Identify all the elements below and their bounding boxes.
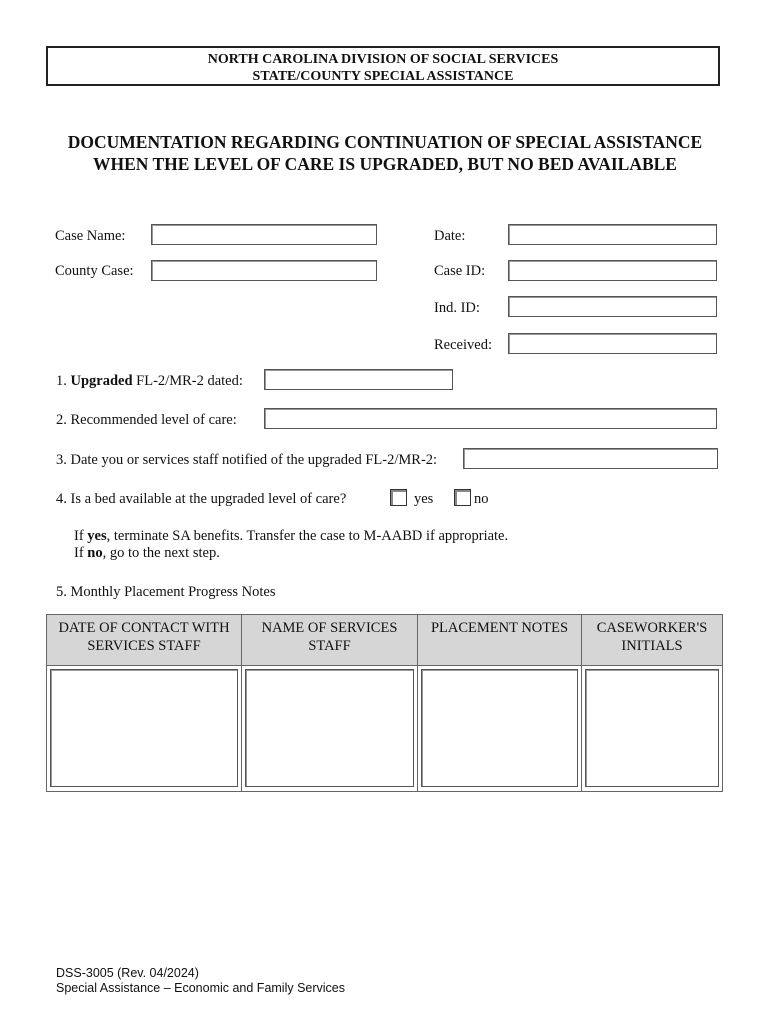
- date-field[interactable]: [508, 224, 717, 245]
- form-footer: [56, 966, 345, 996]
- question-5: [56, 583, 276, 601]
- caseworker-initials-input[interactable]: [585, 669, 719, 787]
- ind-id-field[interactable]: [508, 296, 717, 317]
- instruction-yes-if: If: [74, 528, 84, 544]
- name-of-staff-cell: [242, 666, 418, 792]
- question-4-text: Is a bed available at the upgraded level of care?: [70, 491, 347, 507]
- received-label: Received:: [434, 337, 492, 353]
- agency-header: [46, 46, 720, 86]
- program-name: STATE/COUNTY SPECIAL ASSISTANCE: [252, 69, 514, 84]
- form-title: [20, 131, 750, 175]
- bed-available-no-checkbox[interactable]: [454, 489, 471, 506]
- recommended-level-field[interactable]: [264, 408, 717, 429]
- county-case-field[interactable]: [151, 260, 377, 281]
- agency-name: NORTH CAROLINA DIVISION OF SOCIAL SERVICES: [207, 52, 559, 67]
- instruction-yes: [74, 527, 508, 545]
- no-label: no: [474, 491, 489, 507]
- placement-notes-cell: [418, 666, 582, 792]
- date-of-contact-cell: [47, 666, 242, 792]
- question-1-text: FL-2/MR-2 dated:: [136, 373, 243, 389]
- question-3-number: 3.: [56, 452, 67, 468]
- column-header-date-of-contact: DATE OF CONTACT WITH SERVICES STAFF: [47, 615, 242, 666]
- question-3-text: Date you or services staff notified of the upgraded FL-2/MR-2:: [70, 452, 438, 468]
- question-3: [56, 451, 437, 469]
- received-field[interactable]: [508, 333, 717, 354]
- instruction-yes-bold: yes: [87, 528, 107, 544]
- table-header-row: [47, 615, 723, 666]
- question-1-bold: Upgraded: [70, 373, 133, 389]
- name-of-staff-input[interactable]: [245, 669, 414, 787]
- question-1: [56, 372, 243, 390]
- question-4-number: 4.: [56, 491, 67, 507]
- case-name-field[interactable]: [151, 224, 377, 245]
- question-5-text: Monthly Placement Progress Notes: [70, 584, 276, 600]
- caseworker-initials-cell: [582, 666, 723, 792]
- question-2-text: Recommended level of care:: [70, 412, 237, 428]
- form-title-line-1: DOCUMENTATION REGARDING CONTINUATION OF SPECIAL ASSISTANCE: [67, 132, 703, 152]
- case-id-field[interactable]: [508, 260, 717, 281]
- case-id-label: Case ID:: [434, 263, 486, 279]
- question-4: [56, 490, 346, 508]
- progress-notes-table: [46, 614, 723, 792]
- bed-available-yes-checkbox[interactable]: [390, 489, 407, 506]
- ind-id-label: Ind. ID:: [434, 300, 480, 316]
- county-case-label: County Case:: [55, 263, 134, 279]
- column-header-placement-notes: PLACEMENT NOTES: [418, 615, 582, 666]
- form-title-line-2: WHEN THE LEVEL OF CARE IS UPGRADED, BUT NO BED AVAILABLE: [93, 154, 677, 174]
- yes-label: yes: [414, 491, 434, 507]
- instruction-no: [74, 544, 220, 562]
- instruction-no-if: If: [74, 545, 84, 561]
- column-header-caseworker-initials: CASEWORKER'S INITIALS: [582, 615, 723, 666]
- date-of-contact-input[interactable]: [50, 669, 238, 787]
- instruction-yes-text: , terminate SA benefits. Transfer the case to M-AABD if appropriate.: [106, 528, 509, 544]
- column-header-name-of-staff: NAME OF SERVICES STAFF: [242, 615, 418, 666]
- placement-notes-input[interactable]: [421, 669, 578, 787]
- form-number: DSS-3005 (Rev. 04/2024): [56, 966, 199, 980]
- question-2: [56, 411, 237, 429]
- date-label: Date:: [434, 228, 466, 244]
- question-1-number: 1.: [56, 373, 67, 389]
- division-name: Special Assistance – Economic and Family Services: [56, 981, 346, 995]
- question-5-number: 5.: [56, 584, 67, 600]
- question-2-number: 2.: [56, 412, 67, 428]
- instruction-no-text: , go to the next step.: [102, 545, 220, 561]
- instruction-no-bold: no: [87, 545, 103, 561]
- notified-date-field[interactable]: [463, 448, 718, 469]
- upgraded-date-field[interactable]: [264, 369, 453, 390]
- table-row: [47, 666, 723, 792]
- case-name-label: Case Name:: [55, 228, 126, 244]
